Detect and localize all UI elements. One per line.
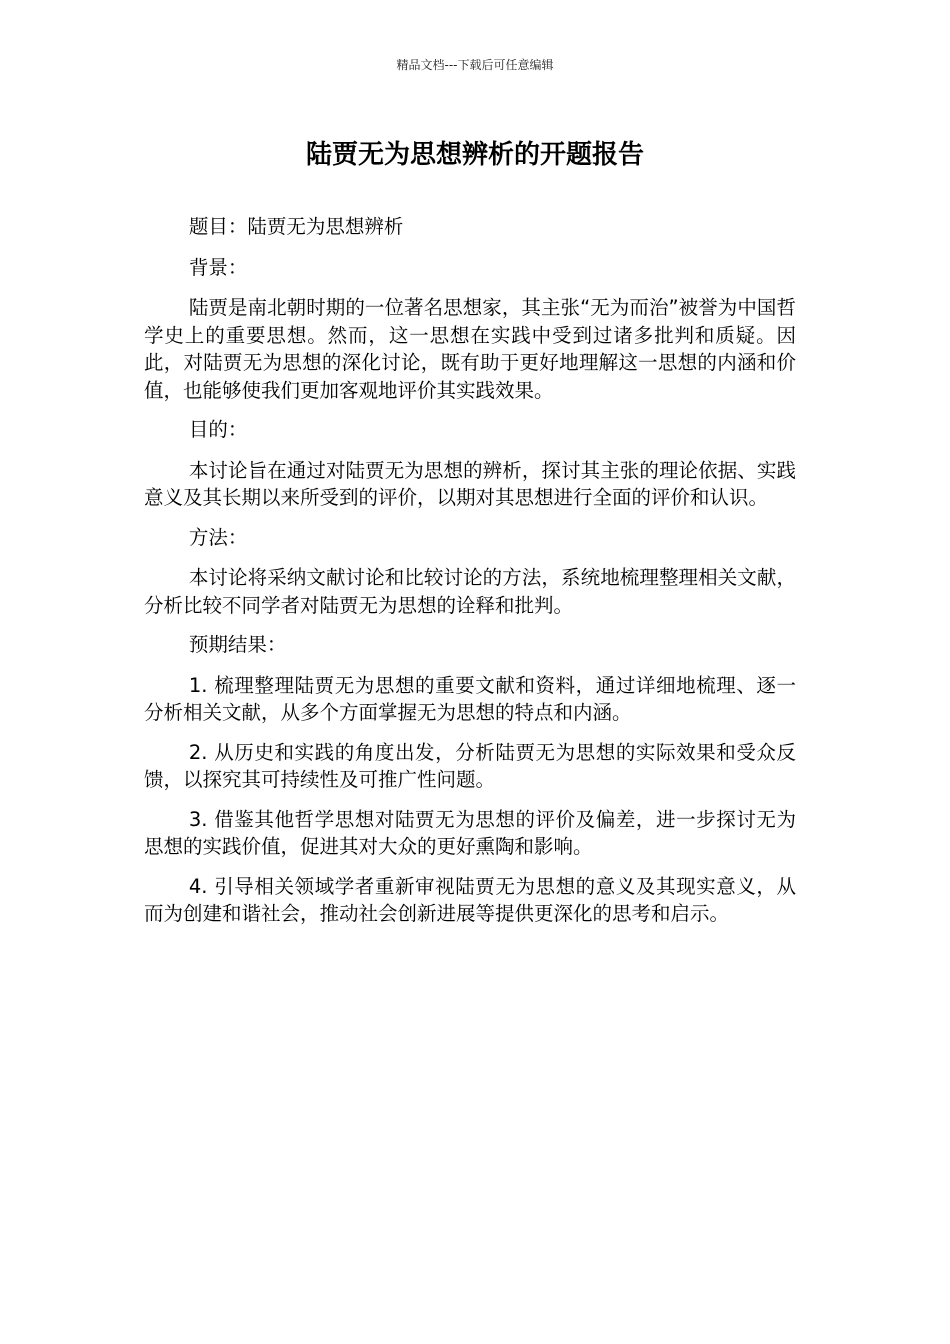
expected-result-item: 3. 借鉴其他哲学思想对陆贾无为思想的评价及偏差，进一步探讨无为思想的实践价值，促进其对大众的更好熏陶和影响。 — [144, 807, 796, 858]
purpose-paragraph: 本讨论旨在通过对陆贾无为思想的辨析，探讨其主张的理论依据、实践意义及其长期以来所受到的评价，以期对其思想进行全面的评价和认识。 — [144, 458, 796, 509]
expected-result-item: 2. 从历史和实践的角度出发，分析陆贾无为思想的实际效果和受众反馈，以探究其可持续性及可推广性问题。 — [144, 740, 796, 791]
expected-result-item: 4. 引导相关领域学者重新审视陆贾无为思想的意义及其现实意义，从而为创建和谐社会，推动社会创新进展等提供更深化的思考和启示。 — [144, 874, 796, 925]
purpose-heading: 目的： — [188, 418, 248, 441]
topic-line: 题目：陆贾无为思想辨析 — [188, 215, 404, 238]
background-paragraph: 陆贾是南北朝时期的一位著名思想家，其主张“无为而治”被誉为中国哲学史上的重要思想。然而，这一思想在实践中受到过诸多批判和质疑。因此，对陆贾无为思想的深化讨论，既有助于更好地理解这一思想的内涵和价值，也能够使我们更加客观地评价其实践效果。 — [144, 296, 796, 402]
method-heading: 方法： — [188, 525, 248, 549]
expected-results-heading: 预期结果： — [188, 633, 287, 656]
header-note: 精品文档---下载后可任意编辑 — [396, 58, 554, 72]
document-body — [144, 213, 796, 940]
background-heading: 背景： — [188, 255, 248, 279]
document-title: 陆贾无为思想辨析的开题报告 — [305, 140, 644, 170]
expected-result-item: 1. 梳理整理陆贾无为思想的重要文献和资料，通过详细地梳理、逐一分析相关文献，从多个方面掌握无为思想的特点和内涵。 — [144, 673, 796, 724]
method-paragraph: 本讨论将采纳文献讨论和比较讨论的方法，系统地梳理整理相关文献，分析比较不同学者对陆贾无为思想的诠释和批判。 — [144, 566, 796, 617]
